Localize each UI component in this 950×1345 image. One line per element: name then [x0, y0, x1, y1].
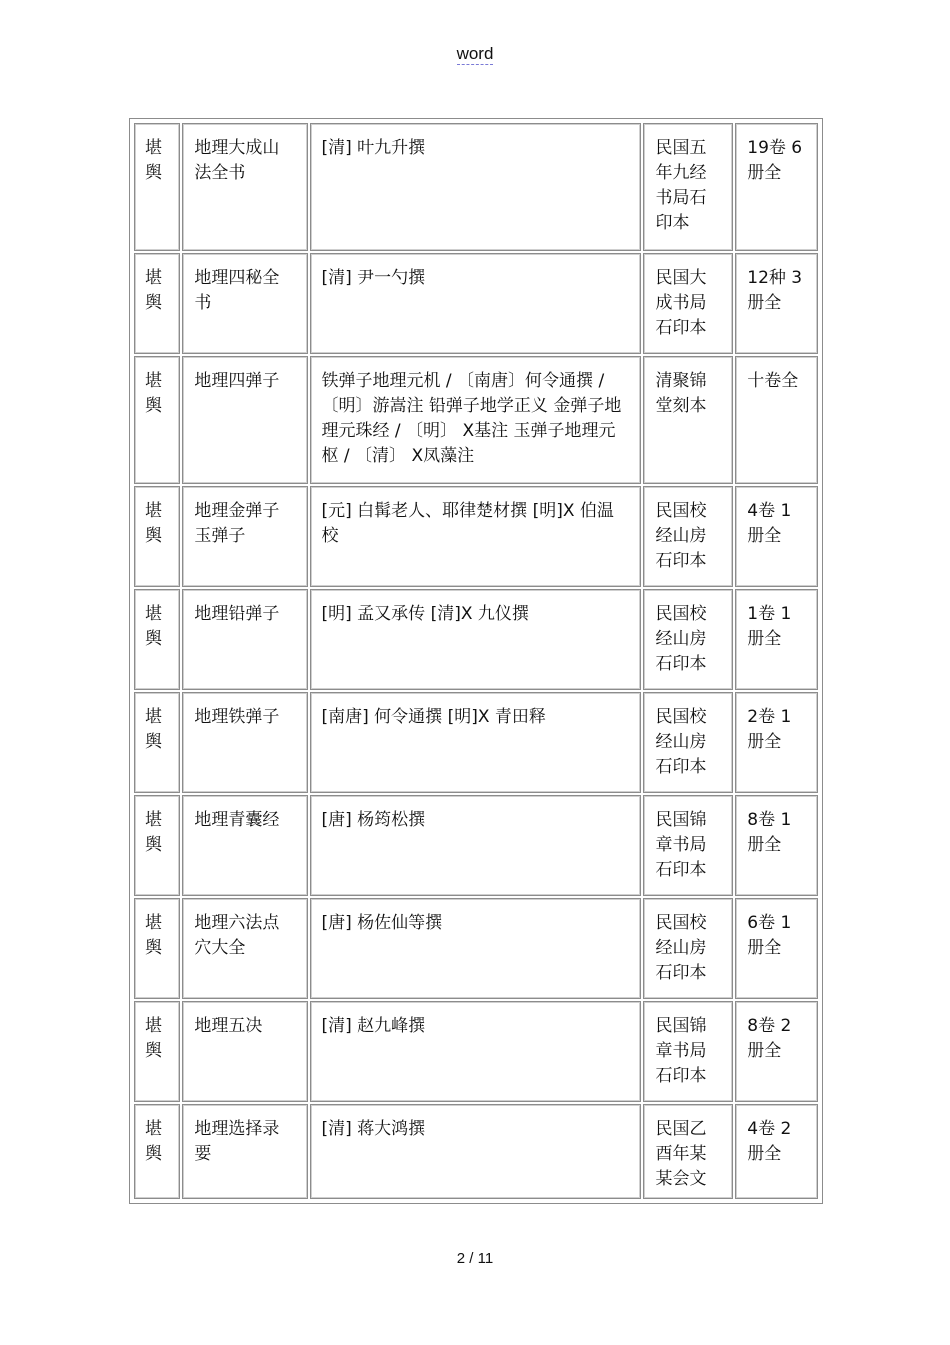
page-footer: [0, 1250, 950, 1267]
author-cell: [明] 孟又承传 [清]X 九仪撰: [310, 589, 642, 690]
edition-cell: 民国大成书局石印本: [643, 253, 733, 354]
title-cell: 地理铅弹子: [182, 589, 307, 690]
table-row: [134, 692, 818, 793]
table-row: [134, 1104, 818, 1199]
category-cell: 堪舆: [134, 253, 180, 354]
edition-cell: 民国校经山房石印本: [643, 589, 733, 690]
header-title: word: [456, 44, 494, 63]
catalog-table: [132, 121, 820, 1201]
table-row: [134, 795, 818, 896]
category-cell: 堪舆: [134, 123, 180, 251]
category-cell: 堪舆: [134, 795, 180, 896]
category-cell: 堪舆: [134, 692, 180, 793]
category-cell: 堪舆: [134, 356, 180, 484]
author-cell: [唐] 杨筠松撰: [310, 795, 642, 896]
edition-cell: 清聚锦堂刻本: [643, 356, 733, 484]
category-cell: 堪舆: [134, 486, 180, 587]
title-cell: 地理金弹子玉弹子: [182, 486, 307, 587]
author-cell: [元] 白髯老人、耶律楚材撰 [明]X 伯温校: [310, 486, 642, 587]
table-row: [134, 486, 818, 587]
edition-cell: 民国五年九经书局石印本: [643, 123, 733, 251]
author-cell: 铁弹子地理元机 / 〔南唐〕何令通撰 / 〔明〕游嵩注 铅弹子地学正义 金弹子地理元珠经 / 〔明〕 X基注 玉弹子地理元枢 / 〔清〕 X凤藻注: [310, 356, 642, 484]
edition-cell: 民国乙酉年某某会文: [643, 1104, 733, 1199]
title-cell: 地理四弹子: [182, 356, 307, 484]
category-cell: 堪舆: [134, 898, 180, 999]
author-cell: [唐] 杨佐仙等撰: [310, 898, 642, 999]
category-cell: 堪舆: [134, 589, 180, 690]
volumes-cell: 8卷 1册全: [735, 795, 818, 896]
volumes-cell: 4卷 1册全: [735, 486, 818, 587]
title-cell: 地理五决: [182, 1001, 307, 1102]
title-cell: 地理四秘全书: [182, 253, 307, 354]
page-number: 2 / 11: [456, 1250, 494, 1267]
volumes-cell: 19卷 6册全: [735, 123, 818, 251]
table-row: [134, 123, 818, 251]
title-cell: 地理铁弹子: [182, 692, 307, 793]
author-cell: [清] 蒋大鸿撰: [310, 1104, 642, 1199]
table-row: [134, 1001, 818, 1102]
author-cell: [清] 叶九升撰: [310, 123, 642, 251]
volumes-cell: 6卷 1册全: [735, 898, 818, 999]
volumes-cell: 4卷 2册全: [735, 1104, 818, 1199]
author-cell: [清] 赵九峰撰: [310, 1001, 642, 1102]
table-row: [134, 253, 818, 354]
category-cell: 堪舆: [134, 1001, 180, 1102]
title-cell: 地理六法点穴大全: [182, 898, 307, 999]
title-cell: 地理选择录要: [182, 1104, 307, 1199]
title-cell: 地理大成山法全书: [182, 123, 307, 251]
table-row: [134, 589, 818, 690]
edition-cell: 民国锦章书局石印本: [643, 1001, 733, 1102]
table-row: [134, 898, 818, 999]
category-cell: 堪舆: [134, 1104, 180, 1199]
author-cell: [清] 尹一勺撰: [310, 253, 642, 354]
volumes-cell: 2卷 1册全: [735, 692, 818, 793]
edition-cell: 民国校经山房石印本: [643, 692, 733, 793]
volumes-cell: 1卷 1册全: [735, 589, 818, 690]
page-header: [0, 44, 950, 64]
title-cell: 地理青囊经: [182, 795, 307, 896]
volumes-cell: 十卷全: [735, 356, 818, 484]
edition-cell: 民国校经山房石印本: [643, 486, 733, 587]
volumes-cell: 8卷 2册全: [735, 1001, 818, 1102]
edition-cell: 民国锦章书局石印本: [643, 795, 733, 896]
volumes-cell: 12种 3册全: [735, 253, 818, 354]
catalog-table-frame: [129, 118, 823, 1204]
edition-cell: 民国校经山房石印本: [643, 898, 733, 999]
author-cell: [南唐] 何令通撰 [明]X 青田释: [310, 692, 642, 793]
table-row: [134, 356, 818, 484]
